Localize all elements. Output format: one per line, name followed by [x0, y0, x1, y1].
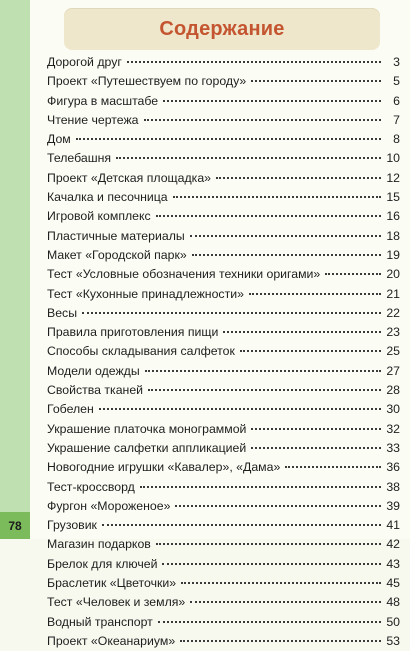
toc-entry-page: 16	[386, 209, 400, 224]
toc-dot-leader	[144, 119, 381, 121]
toc-dot-leader	[325, 273, 381, 275]
toc-entry[interactable]	[47, 535, 400, 554]
toc-entry-page: 53	[386, 633, 400, 648]
toc-entry-page: 50	[386, 614, 400, 629]
toc-dot-leader	[285, 466, 381, 468]
toc-entry[interactable]	[47, 516, 400, 535]
toc-entry[interactable]	[47, 169, 400, 188]
left-margin-strip	[0, 0, 30, 539]
toc-entry-page: 18	[386, 228, 400, 243]
toc-entry-title: Украшение платочка монограммой	[47, 421, 247, 436]
toc-entry-title: Чтение чертежа	[47, 112, 139, 127]
toc-entry-title: Водный транспорт	[47, 614, 153, 629]
toc-entry-title: Игровой комплекс	[47, 209, 151, 224]
toc-entry-title: Тест «Человек и земля»	[47, 595, 186, 610]
toc-entry[interactable]	[47, 381, 400, 400]
toc-entry-title: Браслетик «Цветочки»	[47, 576, 177, 591]
toc-entry-title: Фигура в масштабе	[47, 93, 159, 108]
title-banner	[64, 8, 380, 50]
toc-entry[interactable]	[47, 304, 400, 323]
toc-dot-leader	[223, 331, 381, 333]
toc-dot-leader	[140, 486, 381, 488]
toc-dot-leader	[102, 524, 381, 526]
toc-entry-page: 5	[393, 74, 400, 89]
toc-entry-title: Качалка и песочница	[47, 190, 168, 205]
page-content	[30, 0, 410, 648]
toc-entry[interactable]	[47, 246, 400, 265]
toc-entry-page: 22	[386, 305, 400, 320]
toc-entry-page: 6	[393, 93, 400, 108]
toc-dot-leader	[116, 157, 381, 159]
toc-dot-leader	[145, 370, 381, 372]
toc-dot-leader	[192, 254, 381, 256]
toc-entry-page: 7	[393, 112, 400, 127]
toc-dot-leader	[216, 177, 381, 179]
toc-entry-title: Магазин подарков	[47, 537, 151, 552]
toc-entry-title: Дом	[47, 132, 71, 147]
toc-dot-leader	[240, 350, 381, 352]
toc-entry-page: 39	[386, 498, 400, 513]
toc-entry[interactable]	[47, 227, 400, 246]
toc-entry-page: 45	[386, 576, 400, 591]
toc-entry-title: Макет «Городской парк»	[47, 247, 187, 262]
toc-entry-page: 21	[386, 286, 400, 301]
toc-entry-page: 20	[386, 267, 400, 282]
toc-dot-leader	[251, 80, 381, 82]
toc-entry-title: Правила приготовления пищи	[47, 325, 219, 340]
toc-entry[interactable]	[47, 497, 400, 516]
toc-entry-page: 33	[386, 440, 400, 455]
toc-entry[interactable]	[47, 555, 400, 574]
toc-entry-title: Свойства тканей	[47, 383, 144, 398]
toc-entry[interactable]	[47, 574, 400, 593]
toc-entry[interactable]	[47, 207, 400, 226]
toc-entry[interactable]	[47, 149, 400, 168]
toc-entry[interactable]	[47, 188, 400, 207]
toc-dot-leader	[148, 389, 381, 391]
toc-dot-leader	[251, 428, 381, 430]
toc-entry-title: Брелок для ключей	[47, 556, 158, 571]
toc-entry[interactable]	[47, 92, 400, 111]
toc-entry-title: Новогодние игрушки «Кавалер», «Дама»	[47, 460, 281, 475]
toc-entry-title: Модели одежды	[47, 363, 140, 378]
toc-entry[interactable]	[47, 458, 400, 477]
page-number: 78	[0, 512, 30, 539]
toc-entry-page: 25	[386, 344, 400, 359]
toc-entry[interactable]	[47, 362, 400, 381]
toc-dot-leader	[175, 505, 381, 507]
toc-dot-leader	[190, 235, 381, 237]
toc-entry[interactable]	[47, 593, 400, 612]
toc-entry-title: Фургон «Мороженое»	[47, 498, 171, 513]
toc-entry[interactable]	[47, 613, 400, 632]
toc-entry-title: Тест «Условные обозначения техники оригами»	[47, 267, 321, 282]
toc-entry-page: 27	[386, 363, 400, 378]
toc-entry-title: Тест «Кухонные принадлежности»	[47, 286, 244, 301]
toc-entry-title: Тест-кроссворд	[47, 479, 135, 494]
toc-entry-page: 42	[386, 537, 400, 552]
toc-entry-page: 3	[393, 55, 400, 69]
toc-dot-leader	[251, 447, 381, 449]
toc-entry-page: 19	[386, 247, 400, 262]
page-title: Содержание	[159, 17, 285, 40]
table-of-contents	[47, 53, 400, 651]
toc-dot-leader	[162, 563, 381, 565]
toc-entry-page: 28	[386, 383, 400, 398]
toc-dot-leader	[156, 215, 381, 217]
toc-entry[interactable]	[47, 72, 400, 91]
toc-entry[interactable]	[47, 632, 400, 651]
toc-entry-title: Проект «Путешествуем по городу»	[47, 74, 247, 89]
toc-entry-title: Проект «Океанариум»	[47, 633, 176, 648]
toc-entry-title: Гобелен	[47, 402, 94, 417]
toc-dot-leader	[158, 621, 381, 623]
toc-entry-page: 12	[386, 170, 400, 185]
toc-dot-leader	[156, 543, 381, 545]
toc-dot-leader	[76, 138, 381, 140]
toc-entry[interactable]	[47, 439, 400, 458]
toc-entry[interactable]	[47, 342, 400, 361]
toc-entry-page: 32	[386, 421, 400, 436]
toc-entry[interactable]	[47, 420, 400, 439]
toc-dot-leader	[127, 61, 381, 63]
toc-entry-title: Способы складывания салфеток	[47, 344, 235, 359]
toc-entry-title: Грузовик	[47, 518, 97, 533]
toc-dot-leader	[180, 640, 381, 642]
toc-dot-leader	[82, 312, 381, 314]
toc-entry-page: 30	[386, 402, 400, 417]
toc-entry-title: Телебашня	[47, 151, 112, 166]
toc-entry-page: 48	[386, 595, 400, 610]
toc-entry-title: Украшение салфетки аппликацией	[47, 440, 247, 455]
toc-entry[interactable]	[47, 53, 400, 72]
toc-dot-leader	[190, 601, 381, 603]
toc-entry-title: Дорогой друг	[47, 55, 122, 69]
toc-entry[interactable]	[47, 130, 400, 149]
toc-dot-leader	[99, 408, 381, 410]
toc-dot-leader	[173, 196, 381, 198]
toc-entry-page: 10	[386, 151, 400, 166]
toc-entry[interactable]	[47, 111, 400, 130]
toc-dot-leader	[181, 582, 381, 584]
toc-entry-title: Весы	[47, 305, 78, 320]
toc-dot-leader	[163, 100, 381, 102]
toc-entry-page: 15	[386, 190, 400, 205]
toc-entry-page: 41	[386, 518, 400, 533]
toc-entry[interactable]	[47, 265, 400, 284]
toc-entry-title: Проект «Детская площадка»	[47, 170, 211, 185]
toc-entry-page: 36	[386, 460, 400, 475]
toc-dot-leader	[249, 293, 381, 295]
toc-entry[interactable]	[47, 323, 400, 342]
toc-entry-page: 23	[386, 325, 400, 340]
toc-entry-page: 8	[393, 132, 400, 147]
toc-entry[interactable]	[47, 285, 400, 304]
toc-entry[interactable]	[47, 478, 400, 497]
toc-entry-page: 43	[386, 556, 400, 571]
toc-entry[interactable]	[47, 400, 400, 419]
toc-entry-page: 38	[386, 479, 400, 494]
toc-entry-title: Пластичные материалы	[47, 228, 185, 243]
